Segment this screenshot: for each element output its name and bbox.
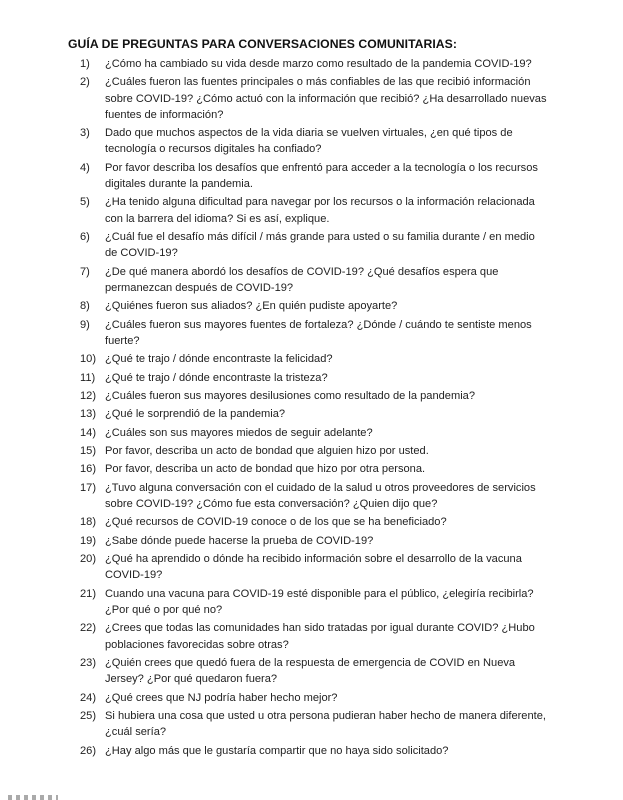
question-item (80, 655, 550, 687)
question-number: 12) (80, 389, 97, 402)
question-item (80, 298, 550, 314)
question-item (80, 56, 550, 72)
question-number: 22) (80, 622, 97, 635)
question-text: ¿Qué te trajo / dónde encontraste la felicidad? (105, 353, 333, 366)
question-item (80, 406, 550, 422)
question-item (80, 514, 550, 530)
question-item (80, 388, 550, 404)
question-item (80, 586, 550, 618)
question-number: 21) (80, 587, 97, 600)
question-item (80, 533, 550, 549)
question-text: ¿Crees que todas las comunidades han sido tratadas por igual durante COVID? ¿Hubo poblaciones favorecidas sobre otras? (105, 622, 535, 651)
question-item (80, 480, 550, 512)
question-number: 2) (80, 76, 90, 89)
question-item (80, 229, 550, 261)
question-text: Por favor, describa un acto de bondad que alguien hizo por usted. (105, 445, 429, 458)
question-number: 15) (80, 445, 97, 458)
question-text: ¿Cuáles son sus mayores miedos de seguir adelante? (105, 426, 373, 439)
question-item (80, 690, 550, 706)
question-number: 20) (80, 553, 97, 566)
question-item (80, 620, 550, 652)
question-item (80, 708, 550, 740)
question-number: 25) (80, 710, 97, 723)
question-number: 17) (80, 481, 97, 494)
question-item (80, 551, 550, 583)
question-text: ¿Cuáles fueron sus mayores fuentes de fortaleza? ¿Dónde / cuándo te sentiste menos fuerte? (105, 318, 532, 347)
question-item (80, 351, 550, 367)
question-number: 19) (80, 534, 97, 547)
question-text: ¿Qué le sorprendió de la pandemia? (105, 408, 286, 421)
question-number: 6) (80, 230, 90, 243)
question-text: Cuando una vacuna para COVID-19 esté disponible para el público, ¿elegiría recibirla? ¿Por qué o por qué no? (105, 587, 534, 617)
question-item (80, 160, 550, 192)
question-number: 3) (80, 127, 90, 140)
question-number: 13) (80, 408, 97, 421)
question-text: Dado que muchos aspectos de la vida diaria se vuelven virtuales, ¿en qué tipos de tecnología o recursos digitales ha confiado? (105, 127, 513, 156)
question-text: ¿Qué recursos de COVID-19 conoce o de los que se ha beneficiado? (105, 516, 447, 529)
question-number: 10) (80, 353, 97, 366)
question-number: 8) (80, 300, 90, 313)
question-text: ¿Cuáles fueron las fuentes principales o más confiables de las que recibió información sobre COVID-19? ¿Cómo actuó con la información que recibió? ¿Ha desarrollado nuevas fuentes de información? (105, 76, 547, 121)
question-number: 7) (80, 265, 90, 278)
question-number: 1) (80, 58, 90, 70)
question-item (80, 425, 550, 441)
document-title: GUÍA DE PREGUNTAS PARA CONVERSACIONES COMUNITARIAS: (68, 37, 457, 51)
question-text: ¿Tuvo alguna conversación con el cuidado de la salud u otros proveedores de servicios sobre COVID-19? ¿Cómo fue esta conversación? ¿Quien dijo que? (105, 481, 536, 511)
question-text: ¿Cómo ha cambiado su vida desde marzo como resultado de la pandemia COVID-19? (105, 58, 532, 70)
question-item (80, 443, 550, 459)
question-item (80, 194, 550, 226)
question-text: ¿Qué ha aprendido o dónde ha recibido información sobre el desarrollo de la vacuna COVID-19? (105, 553, 522, 582)
question-number: 26) (80, 744, 97, 757)
question-text: Si hubiera una cosa que usted u otra persona pudieran haber hecho de manera diferente, ¿cuál sería? (105, 710, 546, 739)
question-text: ¿Cuáles fueron sus mayores desilusiones como resultado de la pandemia? (105, 389, 475, 402)
question-number: 4) (80, 161, 90, 174)
question-number: 5) (80, 196, 90, 209)
question-text: ¿Cuál fue el desafío más difícil / más grande para usted o su familia durante / en medio de COVID-19? (105, 230, 535, 260)
question-number: 16) (80, 463, 97, 476)
question-text: ¿Qué crees que NJ podría haber hecho mejor? (105, 691, 338, 704)
question-item (80, 743, 550, 759)
question-item (80, 317, 550, 349)
question-number: 18) (80, 516, 97, 529)
question-item (80, 264, 550, 296)
question-number: 14) (80, 426, 97, 439)
question-text: ¿Quién crees que quedó fuera de la respuesta de emergencia de COVID en Nueva Jersey? ¿Por qué quedaron fuera? (105, 657, 516, 686)
question-text: ¿Hay algo más que le gustaría compartir que no haya sido solicitado? (105, 744, 449, 757)
question-number: 11) (80, 371, 96, 384)
question-number: 9) (80, 318, 90, 331)
question-number: 23) (80, 657, 97, 670)
question-text: ¿Quiénes fueron sus aliados? ¿En quién pudiste apoyarte? (105, 300, 398, 313)
question-item (80, 461, 550, 477)
question-item (80, 125, 550, 157)
scan-artifact (8, 795, 58, 800)
question-text: ¿Sabe dónde puede hacerse la prueba de COVID-19? (105, 534, 374, 547)
question-item (80, 370, 550, 386)
question-text: ¿Qué te trajo / dónde encontraste la tristeza? (105, 371, 328, 384)
question-text: Por favor, describa un acto de bondad que hizo por otra persona. (105, 463, 426, 476)
question-text: ¿De qué manera abordó los desafíos de COVID-19? ¿Qué desafíos espera que permanezcan después de COVID-19? (105, 265, 499, 294)
question-item (80, 74, 550, 123)
question-number: 24) (80, 691, 97, 704)
question-text: Por favor describa los desafíos que enfrentó para acceder a la tecnología o los recursos digitales durante la pandemia. (105, 161, 538, 190)
question-text: ¿Ha tenido alguna dificultad para navegar por los recursos o la información relacionada con la barrera del idioma? Si es así, explique. (105, 196, 535, 225)
question-list (80, 56, 550, 761)
